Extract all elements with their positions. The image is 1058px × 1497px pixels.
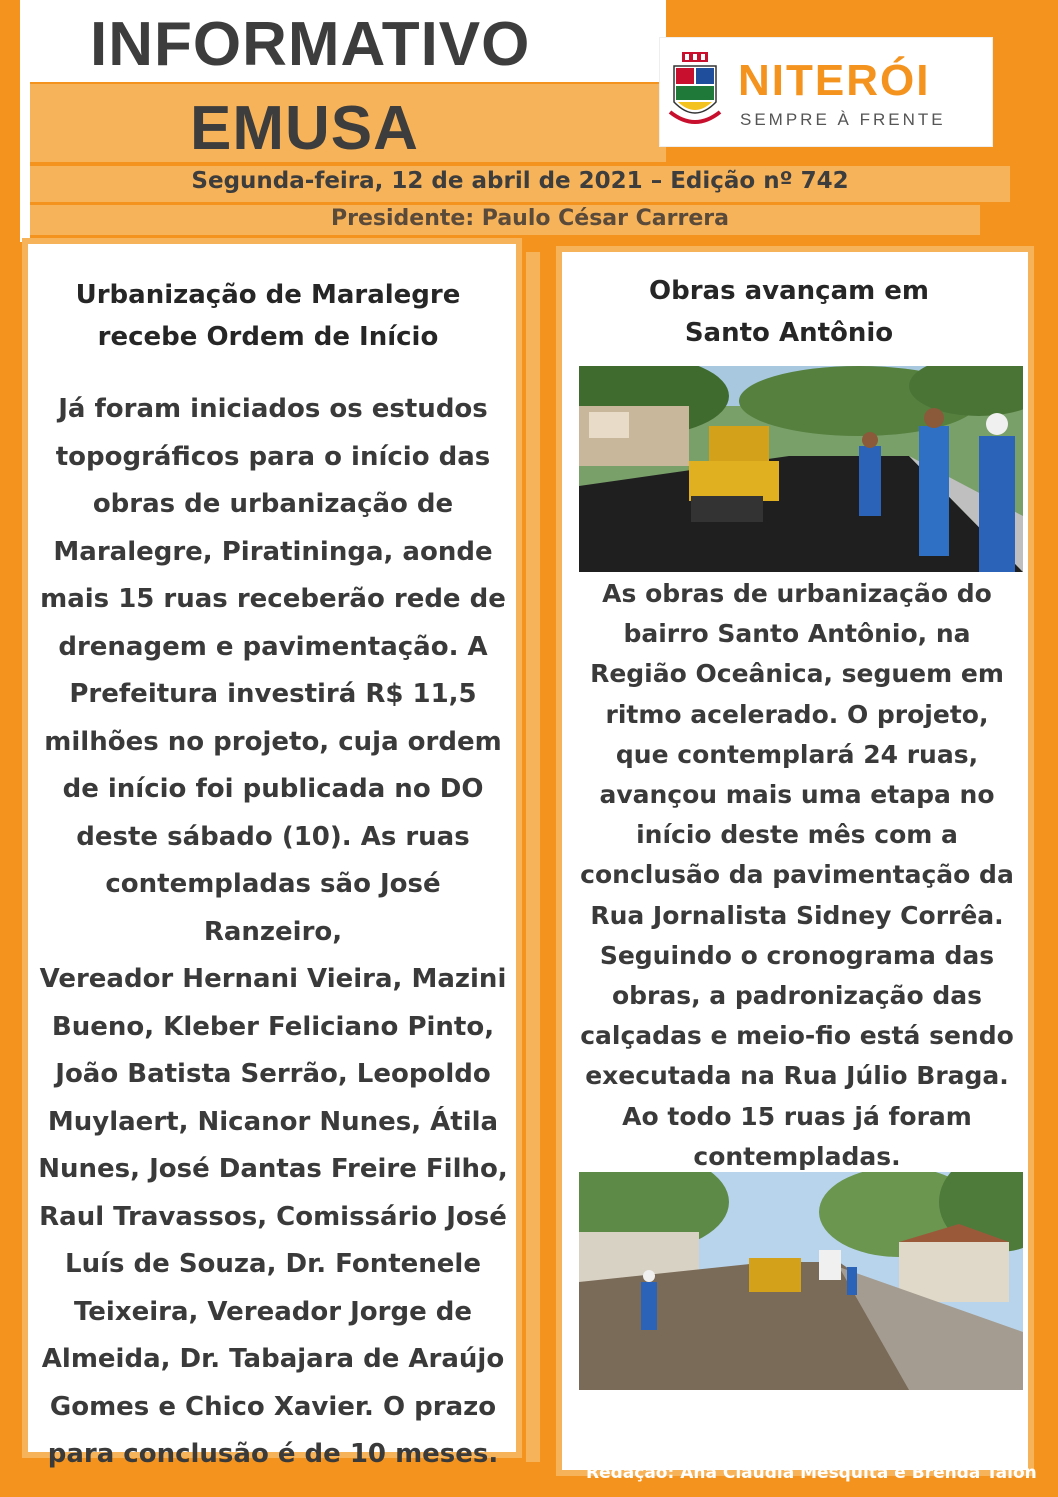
- right-article-body: [574, 574, 1020, 1177]
- body-line: bairro Santo Antônio, na: [623, 619, 971, 649]
- edition-credit: Edição: Viviane Biteti: [586, 1412, 791, 1432]
- body-line: João Batista Serrão, Leopoldo: [55, 1059, 491, 1089]
- body-line: Nunes, José Dantas Freire Filho,: [38, 1154, 508, 1184]
- left-column-shadow: [526, 252, 540, 1462]
- body-line: deste sábado (10). As ruas: [76, 821, 470, 852]
- paving-photo: [579, 366, 1023, 572]
- body-line: contempladas são José Ranzeiro,: [105, 869, 441, 947]
- left-article-body: [38, 386, 508, 1479]
- headline-line: Urbanização de Maralegre: [75, 280, 461, 310]
- body-line: Almeida, Dr. Tabajara de Araújo: [41, 1344, 505, 1374]
- body-line: conclusão da pavimentação da: [580, 860, 1014, 890]
- right-article-headline: [566, 270, 1012, 354]
- body-line: Prefeitura investirá R$ 11,5: [69, 679, 477, 709]
- body-line: obras, a padronização das: [611, 981, 983, 1011]
- body-line: drenagem e pavimentação. A: [58, 631, 488, 662]
- writing-credit: Redação: Ana Claudia Mesquita e Brenda Talon: [586, 1463, 1037, 1483]
- logo-slogan: SEMPRE À FRENTE: [740, 110, 946, 129]
- logo-name: NITERÓI: [738, 56, 931, 105]
- body-line: início deste mês com a: [636, 820, 958, 850]
- header-left-strip: [20, 82, 30, 242]
- body-line: ritmo acelerado. O projeto,: [605, 699, 989, 729]
- president-line: Presidente: Paulo César Carrera: [331, 206, 729, 231]
- body-line: obras de urbanização de: [92, 489, 454, 519]
- body-line: Luís de Souza, Dr. Fontenele: [65, 1249, 481, 1279]
- newsletter-title-line2: EMUSA: [190, 94, 419, 163]
- date-edition: Segunda-feira, 12 de abril de 2021 – Edição nº 742: [191, 168, 849, 194]
- headline-line: Santo Antônio: [684, 318, 894, 348]
- body-line: executada na Rua Júlio Braga.: [585, 1061, 1009, 1091]
- body-line: para conclusão é de 10 meses.: [47, 1439, 499, 1469]
- body-line: Gomes e Chico Xavier. O prazo: [49, 1391, 497, 1422]
- body-line: Ao todo 15 ruas já foram: [622, 1101, 972, 1131]
- body-line: topográficos para o início das: [55, 441, 491, 472]
- niteroi-coat-of-arms-icon: [668, 52, 722, 130]
- body-line: Teixeira, Vereador Jorge de: [73, 1296, 473, 1327]
- body-line: Já foram iniciados os estudos: [58, 394, 488, 424]
- body-line: calçadas e meio-fio está sendo: [580, 1021, 1014, 1051]
- body-line: Muylaert, Nicanor Nunes, Átila: [47, 1106, 499, 1137]
- body-line: Bueno, Kleber Feliciano Pinto,: [51, 1011, 495, 1042]
- body-line: mais 15 ruas receberão rede de: [40, 584, 506, 614]
- body-line: Vereador Hernani Vieira, Mazini: [39, 964, 507, 994]
- body-line: milhões no projeto, cuja ordem: [44, 726, 502, 757]
- body-line: que contemplará 24 ruas,: [615, 739, 979, 769]
- headline-line: Obras avançam em: [649, 276, 929, 306]
- street-works-photo: [579, 1172, 1023, 1390]
- left-article-headline: [30, 274, 506, 358]
- body-line: Raul Travassos, Comissário José: [39, 1201, 507, 1232]
- body-line: As obras de urbanização do: [602, 579, 992, 608]
- body-line: Maralegre, Piratininga, aonde: [53, 536, 493, 567]
- body-line: Seguindo o cronograma das: [599, 940, 995, 970]
- headline-line: recebe Ordem de Início: [97, 322, 439, 352]
- body-line: Região Oceânica, seguem em: [590, 659, 1004, 689]
- body-line: avançou mais uma etapa no: [599, 780, 995, 810]
- body-line: de início foi publicada no DO: [62, 774, 484, 804]
- newsletter-title-line1: INFORMATIVO: [90, 10, 531, 79]
- body-line: Rua Jornalista Sidney Corrêa.: [590, 900, 1004, 930]
- body-line: contempladas.: [693, 1141, 901, 1171]
